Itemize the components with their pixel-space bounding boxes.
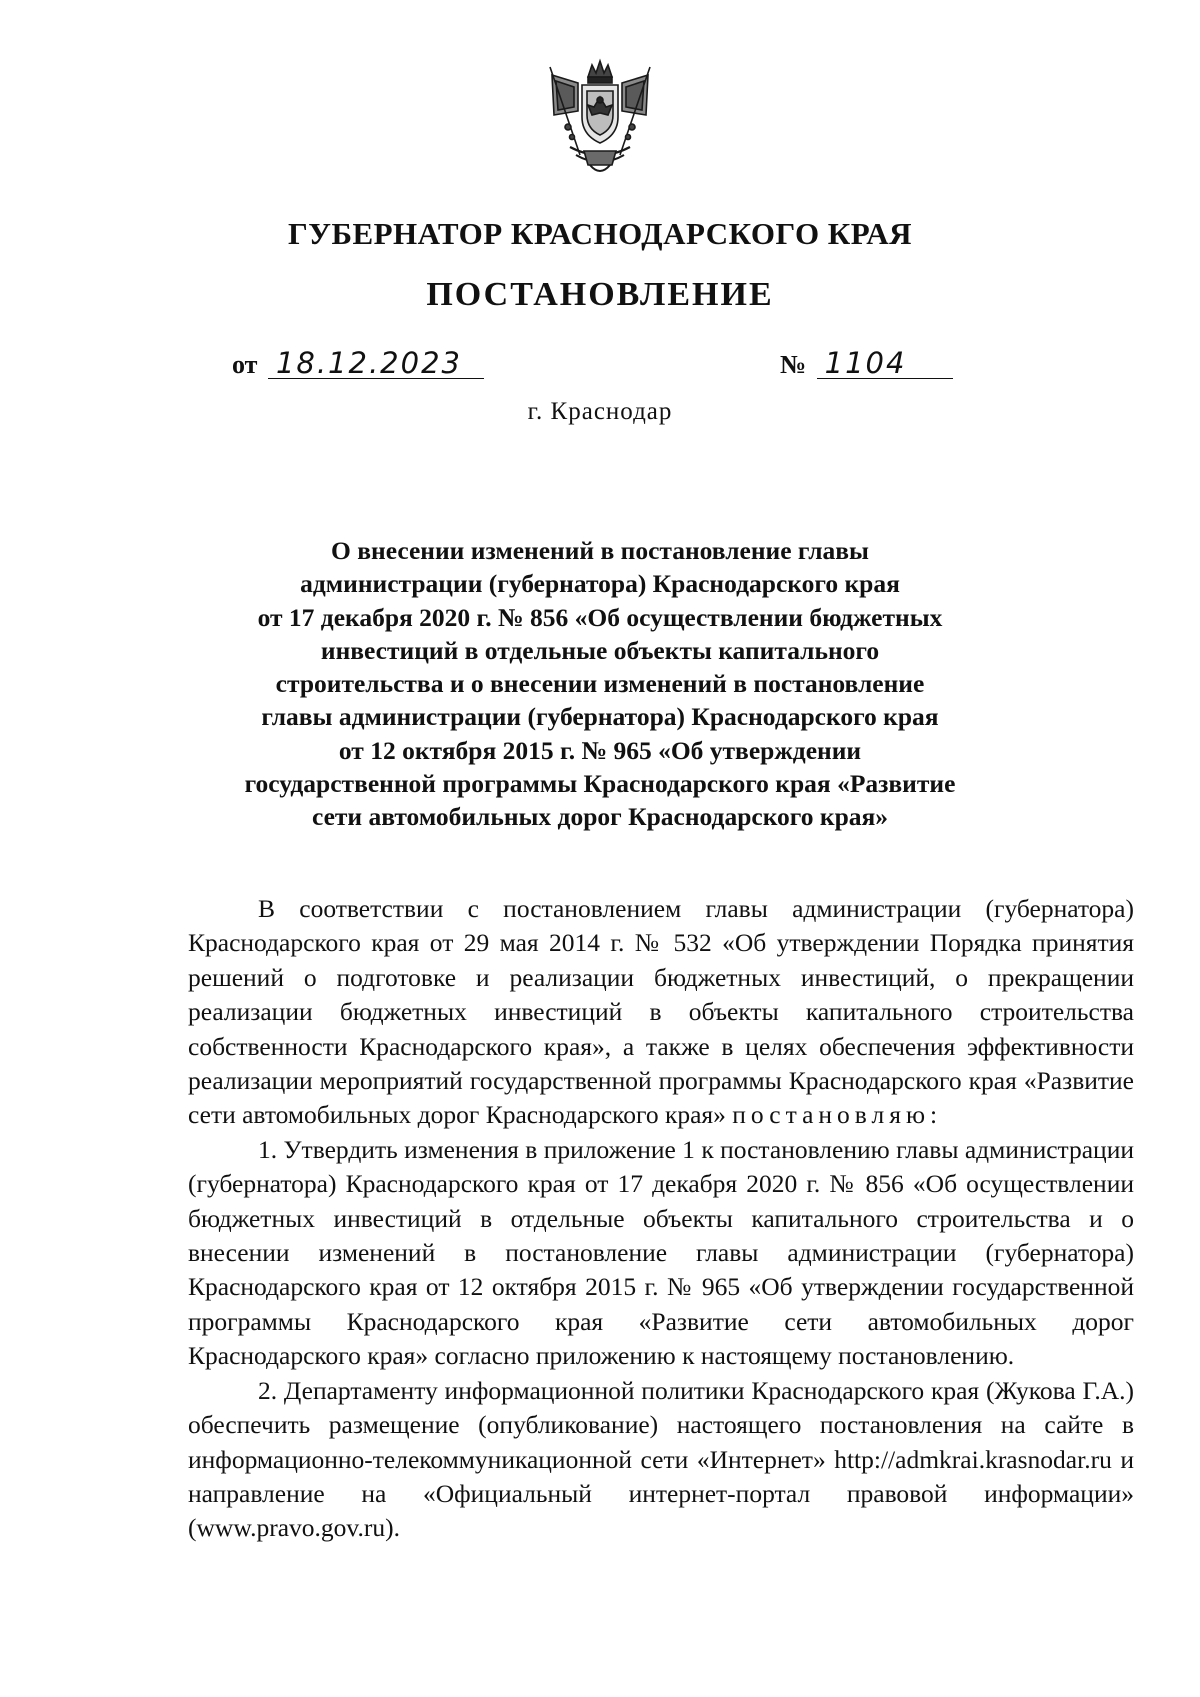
title-line: инвестиций в отдельные объекты капитального — [320, 635, 880, 665]
date-line — [232, 348, 484, 380]
number-line — [780, 348, 953, 380]
title-line: О внесении изменений в постановление главы — [331, 536, 869, 565]
title-line: главы администрации (губернатора) Краснодарского края — [261, 702, 939, 732]
item-2-paragraph: 2. Департаменту информационной политики Краснодарского края (Жукова Г.А.) обеспечить размещение (опубликование) настоящего постановления на сайте в информационно-телекоммуникационной сети «Интернет» http://admkrai.krasnodar.ru и направление на «Официальный интернет-портал правовой информации» (www.pravo.gov.ru). — [188, 1375, 1134, 1543]
coat-of-arms-icon — [540, 55, 660, 180]
handwritten-number: 1104 — [817, 348, 953, 379]
title-line: сети автомобильных дорог Краснодарского края» — [311, 802, 889, 832]
title-line: строительства и о внесении изменений в постановление — [275, 669, 925, 699]
preamble-text: В соответствии с постановлением главы администрации (губернатора) Краснодарского края от 29 мая 2014 г. № 532 «Об утверждении Порядка принятия решений о подготовке и реализации бюджетных инвестиций, о прекращении реализации бюджетных инвестиций в объекты капитального строительства собственности Краснодарского края», а также в целях обеспечения эффективности реализации мероприятий государственной программы Краснодарского края «Развитие сети автомобильных дорог Краснодарского края» — [188, 894, 1134, 1130]
handwritten-date: 18.12.2023 — [268, 348, 484, 379]
number-prefix: № — [780, 350, 807, 379]
document-type: ПОСТАНОВЛЕНИЕ — [426, 276, 774, 313]
title-line: от 17 декабря 2020 г. № 856 «Об осуществлении бюджетных — [257, 602, 943, 632]
title-line: от 12 октября 2015 г. № 965 «Об утверждении — [338, 735, 862, 765]
issuing-authority: ГУБЕРНАТОР КРАСНОДАРСКОГО КРАЯ — [287, 216, 913, 251]
city: г. Краснодар — [527, 398, 673, 425]
document-body — [188, 892, 1134, 1546]
decree-word: постановляю: — [732, 1100, 943, 1130]
item-1-paragraph: 1. Утвердить изменения в приложение 1 к постановлению главы администрации (губернатора) Краснодарского края от 17 декабря 2020 г. № 856 «Об осуществлении бюджетных инвестиций в отдельные объекты капитального строительства и о внесении изменений в постановление главы администрации (губернатора) Краснодарского края от 12 октября 2015 г. № 965 «Об утверждении государственной программы Краснодарского края «Развитие сети автомобильных дорог Краснодарского края» согласно приложению к настоящему постановлению. — [188, 1134, 1134, 1371]
title-line: государственной программы Краснодарского края «Развитие — [244, 769, 956, 799]
date-prefix: от — [232, 350, 258, 379]
document-title — [240, 534, 960, 834]
title-line: администрации (губернатора) Краснодарского края — [300, 569, 900, 599]
preamble-paragraph — [188, 892, 1134, 1133]
